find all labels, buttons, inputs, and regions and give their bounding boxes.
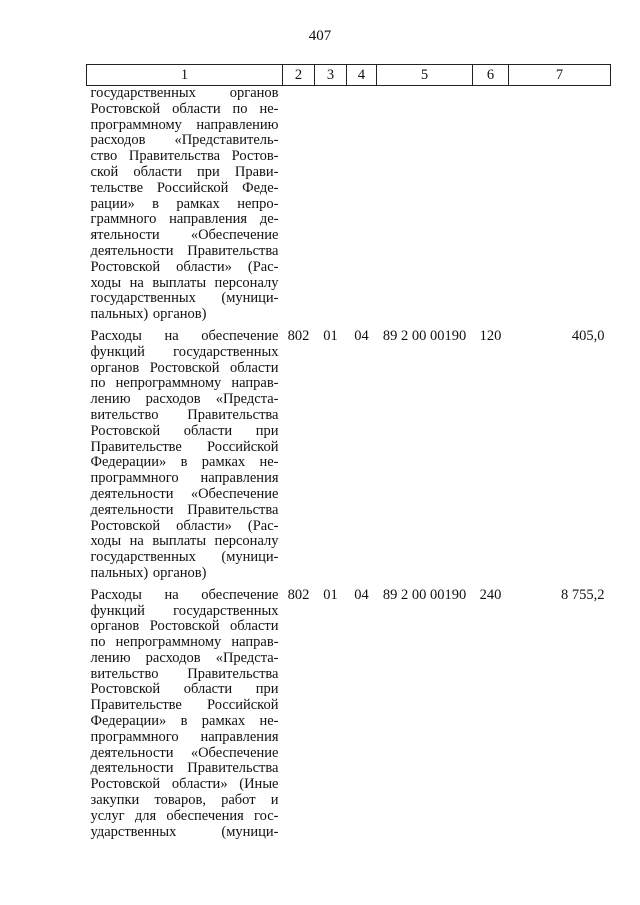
cell-ministry-code: 802 xyxy=(287,586,310,603)
description-line: услуг для обеспечения гос- xyxy=(90,807,279,824)
description-line: пальных) органов) xyxy=(90,564,207,581)
description-line: функций государственных xyxy=(90,343,279,360)
table-row xyxy=(87,588,611,841)
description-line: Федерации» в рамках не- xyxy=(90,713,279,730)
description-line: пальных) органов) xyxy=(90,306,207,323)
description-line: закупки товаров, работ и xyxy=(90,792,279,809)
description-line: вительство Правительства xyxy=(90,665,279,682)
description-line: ской области при Прави- xyxy=(90,163,279,180)
description-line: ударственных (муници- xyxy=(90,823,279,840)
header-col-5: 5 xyxy=(377,65,473,86)
header-col-4: 4 xyxy=(347,65,377,86)
cell-target-article: 89 2 00 00190 xyxy=(382,327,467,344)
description-line: государственных (муници- xyxy=(90,549,279,566)
description-line: государственных (муници- xyxy=(90,290,279,307)
description-line: ятельности «Обеспечение xyxy=(90,227,279,244)
description-line: Ростовской области по не- xyxy=(90,100,279,117)
description-line: программного направления xyxy=(90,470,279,487)
header-col-6: 6 xyxy=(473,65,509,86)
cell-section-code: 01 xyxy=(323,327,338,344)
cell-ministry-code xyxy=(283,86,315,323)
description-line: Ростовской области при xyxy=(90,422,279,439)
description-line: ство Правительства Ростов- xyxy=(90,148,279,165)
table-body xyxy=(87,86,611,841)
description-line: граммного направления де- xyxy=(90,211,279,228)
description-line: рации» в рамках непро- xyxy=(90,195,279,212)
description-line: лению расходов «Предста- xyxy=(90,649,279,666)
description-line: лению расходов «Предста- xyxy=(90,391,279,408)
header-col-7: 7 xyxy=(509,65,611,86)
description-line: по непрограммному направ- xyxy=(90,375,279,392)
budget-table xyxy=(86,64,611,840)
cell-subsection-code: 04 xyxy=(354,586,369,603)
cell-amount xyxy=(509,86,611,323)
description-line: Федерации» в рамках не- xyxy=(90,454,279,471)
description-line: органов Ростовской области xyxy=(90,618,279,635)
description-line: Правительстве Российской xyxy=(90,697,279,714)
description-line: расходов «Представитель- xyxy=(90,132,279,149)
row-description xyxy=(87,86,283,323)
cell-subsection-code: 04 xyxy=(354,327,369,344)
description-line: Ростовской области при xyxy=(90,681,279,698)
cell-amount: 405,0 xyxy=(571,327,605,344)
description-line: по непрограммному направ- xyxy=(90,634,279,651)
cell-expense-type: 120 xyxy=(479,327,502,344)
description-line: деятельности Правительства xyxy=(90,501,279,518)
description-line: деятельности «Обеспечение xyxy=(90,744,279,761)
description-line: деятельности «Обеспечение xyxy=(90,485,279,502)
description-line: программного направления xyxy=(90,728,279,745)
description-line: Правительстве Российской xyxy=(90,438,279,455)
description-line: Расходы на обеспечение xyxy=(90,327,279,344)
page-number: 407 xyxy=(308,28,332,44)
description-line: тельстве Российской Феде- xyxy=(90,179,279,196)
header-col-1: 1 xyxy=(87,65,283,86)
cell-ministry-code: 802 xyxy=(287,327,310,344)
cell-expense-type: 240 xyxy=(479,586,502,603)
description-line: ходы на выплаты персоналу xyxy=(90,533,279,550)
description-line: Ростовской области» (Рас- xyxy=(90,258,279,275)
description-line: функций государственных xyxy=(90,602,279,619)
header-col-3: 3 xyxy=(315,65,347,86)
table-row xyxy=(87,86,611,323)
description-line: деятельности Правительства xyxy=(90,242,279,259)
table-header-row xyxy=(87,65,611,86)
cell-target-article: 89 2 00 00190 xyxy=(382,586,467,603)
row-description xyxy=(87,588,283,841)
description-line: деятельности Правительства xyxy=(90,760,279,777)
description-line: Ростовской области» (Рас- xyxy=(90,517,279,534)
cell-section-code xyxy=(315,86,347,323)
description-line: ходы на выплаты персоналу xyxy=(90,274,279,291)
cell-target-article xyxy=(377,86,473,323)
description-line: Расходы на обеспечение xyxy=(90,586,279,603)
header-col-2: 2 xyxy=(283,65,315,86)
row-description xyxy=(87,329,283,582)
table-row xyxy=(87,329,611,582)
description-line: вительство Правительства xyxy=(90,406,279,423)
cell-subsection-code xyxy=(347,86,377,323)
description-line: государственных органов xyxy=(90,85,279,101)
description-line: программному направлению xyxy=(90,116,279,133)
cell-section-code: 01 xyxy=(323,586,338,603)
description-line: органов Ростовской области xyxy=(90,359,279,376)
description-line: Ростовской области» (Иные xyxy=(90,776,279,793)
cell-amount: 8 755,2 xyxy=(561,586,605,603)
cell-expense-type xyxy=(473,86,509,323)
